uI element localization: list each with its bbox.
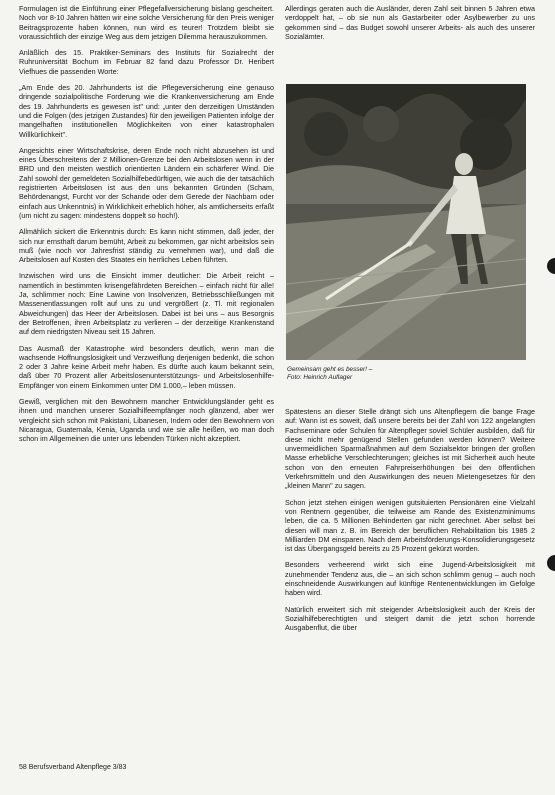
page-footer: 58 Berufsverband Altenpflege 3/83 [19,764,127,771]
photo-caption [287,366,527,382]
paragraph: Anläßlich des 15. Praktiker-Seminars des Instituts für Sozialrecht der Ruhruniversität Bochum im Februar 82 fand dazu Professor Dr. Heribert Viefhues die passenden Worte: [19,48,274,76]
paragraph: Spätestens an dieser Stelle drängt sich uns Altenpflegern die bange Frage auf: Wann ist es soweit, daß unsere bereits bei der Zahl von 122 angelangten Fachseminare oder Schulen für Altenpfleger soviel Schüler ausbilden, daß für diese nicht mehr genügend Stellen gefunden werden können? Weitere unvermeidlichen Sparmaßnahmen auf dem Sozialsektor bringen der großen Masse erhebliche Verschlechterungen; gleiches ist mit Sicherheit auch heute schon von den erneuten Fahrpreiserhöhungen bei den öffentlichen Verkehrsmitteln und den Auswirkungen des neuen Mietengesetzes für den „kleinen Mann" zu sagen. [285,407,535,491]
paragraph: Formulagen ist die Einführung einer Pflegefallversicherung bislang gescheitert. Noch vor 8-10 Jahren hätten wir eine solche Versicherung für den Preis weniger Beitragsprozente haben können, nun wird es teurer! Trotzdem bleibt sie voraussichtlich der einzige Weg aus dem jetzigen Dilemma herauszukommen. [19,4,274,41]
article-photo [286,84,526,360]
paragraph: Angesichts einer Wirtschaftskrise, deren Ende noch nicht abzusehen ist und eines Überschreitens der 2 Millionen-Grenze bei den Arbeitslosen wenn in der BRD und den meisten westlich orientierten Ländern ein schärferer Wind. Die Zahl sowohl der gemeldeten Sozialhilfebedürftigen, wie auch die der tatsächlich registrierten Arbeitslosen ist aus den uns bekannten Gründen (Scham, Behördenangst, Furcht vor der Schande oder dem Gerede der Nachbarn oder einfach aus Unkenntnis) in Wirklichkeit erheblich höher, als amtlicherseits erfaßt (um nicht zu sagen: mindestens doppelt so hoch!). [19,145,274,220]
right-text-column-lower [285,407,535,640]
paragraph: Gewiß, verglichen mit den Bewohnern mancher Entwicklungsländer geht es ihnen und manchen unserer Sozialhilfeempfänger noch glänzend, aber wer vergleicht sich schon mit Pakistani, Libanesen, Indern oder den Bewohnern von Nicaragua, Guatemala, Kenia, Uganda und wie sie alle heißen, wo man doch schon im Allgemeinen die unter uns lebenden Türken nicht akzeptiert. [19,396,274,444]
right-text-column-top [285,4,535,48]
binder-hole-mark [547,258,555,274]
left-text-column [19,4,274,450]
caption-title: Gemeinsam geht es besser! – [287,366,373,373]
binder-hole-mark [547,555,555,571]
caption-credit: Foto: Heinrich Auflager [287,374,353,381]
paragraph: Allmählich sickert die Erkenntnis durch: Es kann nicht stimmen, daß jeder, der sich nur ernsthaft darum bemüht, Arbeit zu bekommen, gar nicht arbeitslos sein muß (wie noch vor Jahresfrist ständig zu vernehmen war), und daß die Arbeitslosen auf Kosten des Staates ein herrliches Leben führten. [19,227,274,265]
paragraph: Allerdings geraten auch die Ausländer, deren Zahl seit binnen 5 Jahren etwa verdoppelt hat, – ob sie nun als Gastarbeiter oder Asylbewerber zu uns gekommen sind – das Budget sowohl unserer Arbeits- als auch des unserer Sozialämter. [285,4,535,41]
paragraph: Besonders verheerend wirkt sich eine Jugend-Arbeitslosigkeit mit zunehmender Tendenz aus, die – an sich schon schlimm genug – auch noch einschneidende Auswirkungen auf künftige Rentenentwicklungen im Gefolge haben wird. [285,560,535,598]
paragraph: Das Ausmaß der Katastrophe wird besonders deutlich, wenn man die wachsende Hoffnungslosigkeit und Verzweiflung derjenigen bedenkt, die schon 2 oder 3 Jahre keine Arbeit mehr haben. Es dürfte auch kaum bekannt sein, daß über 70 Prozent aller Arbeitslosenunterstützungs- und Arbeitslosenhilfe-Empfänger von einem Einkommen unter DM 1.000,– leben müssen. [19,343,274,390]
paragraph: Inzwischen wird uns die Einsicht immer deutlicher: Die Arbeit reicht – namentlich in bestimmten krisengefährdeten Bereichen – einfach nicht für alle! Ja, schlimmer noch: Eine Lawine von Insolvenzen, Betriebsschließungen mit Massenentlassungen rollt auf uns zu und vergrößert (z. Tl. mit regionalen Abweichungen) das Heer der Arbeitslosen. Dabei ist bei uns – aus Besorgnis der Betroffenen, ihren Arbeitsplatz zu verlieren – der derzeitige Krankenstand auf dem niedrigsten Niveau seit 15 Jahren. [19,271,274,337]
paragraph: Schon jetzt stehen einigen wenigen gutsituierten Pensionären eine Vielzahl von Rentnern gegenüber, die teilweise am Rande des Existenzminimums leben, die ca. 5 Millionen Behinderten gar nicht gerechnet. Aber selbst bei diesen will man z. B. im Bereich der beruflichen Rehabilitation bis 1985 2 Milliarden DM einsparen. Nach dem Arbeitsförderungs-Konsolidierungsgesetz ist das Übergangsgeld bereits zu 25 Prozent gekürzt worden. [285,497,535,554]
paragraph: Natürlich erweitert sich mit steigender Arbeitslosigkeit auch der Kreis der Sozialhilfeberechtigten und steigert damit die jetzt schon horrende Ausgabenflut, die über [285,604,535,633]
photo-garden-scene [286,84,526,360]
quote-paragraph: „Am Ende des 20. Jahrhunderts ist die Pflegeversicherung eine genauso dringende sozialpolitische Forderung wie die Krankenversicherung am Ende des 19. Jahrhunderts es gewesen ist" und: „unter den derzeitigen Umständen und die Folgen (des jetzigen Zustandes) für den jeweiligen Patienten infolge der mangelhaften institutionellen Möglichkeiten von einer katastrophalen Willkürlichkeit". [19,83,274,139]
